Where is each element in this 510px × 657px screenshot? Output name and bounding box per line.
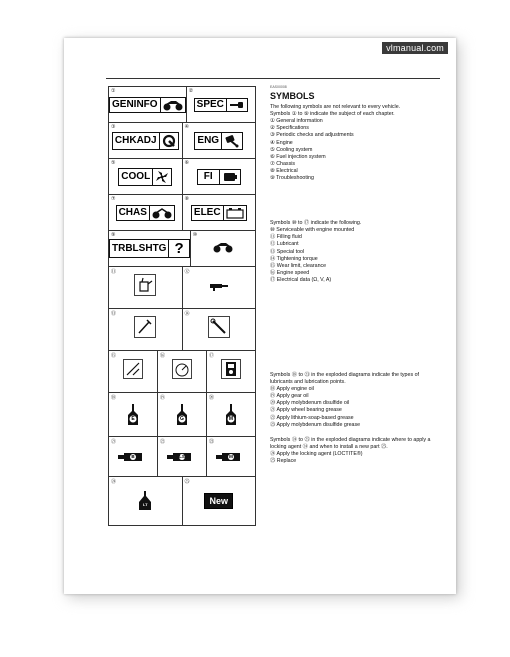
cell-number: ⑪ xyxy=(111,269,117,275)
indicator-block xyxy=(270,220,442,284)
symbol-cell-6 xyxy=(183,159,257,194)
cell-number: ⑯ xyxy=(160,353,166,359)
special-tool-icon xyxy=(134,316,156,343)
symbol-cell-8 xyxy=(183,195,257,230)
grid-row xyxy=(108,308,256,350)
oil-can-icon xyxy=(134,274,156,301)
cell-number: ⑬ xyxy=(111,311,117,317)
grease-letter: LS xyxy=(179,453,185,459)
new-part-label: New xyxy=(204,493,233,509)
symbols-text-column xyxy=(270,84,442,465)
cell-number: ⑮ xyxy=(111,353,117,359)
fan-icon xyxy=(152,169,171,185)
list-item: ⑫ Lubricant xyxy=(270,241,299,248)
grid-row xyxy=(108,230,256,266)
gen-info-badge xyxy=(109,97,186,113)
cool-badge xyxy=(118,168,172,186)
symbol-cell-17 xyxy=(207,351,256,392)
gear-oil-bottle-icon xyxy=(175,403,189,427)
lubricant-paragraph: Symbols ⑱ to ㉓ in the exploded diagrams indicate the types of lubricants and lubrication points. xyxy=(270,371,419,386)
lubricant-block xyxy=(270,372,442,429)
badge-text xyxy=(113,133,159,149)
badge-line: SHTG xyxy=(138,243,167,254)
torque-wrench-icon xyxy=(208,316,230,343)
grease-tube-icon xyxy=(216,452,246,462)
wrench-gauge-icon xyxy=(159,133,178,149)
list-item: ⑰ Electrical data (Ω, V, A) xyxy=(270,276,332,283)
cell-number: ⑳ xyxy=(209,395,215,401)
badge-text: COOL xyxy=(121,171,151,182)
symbol-cell-7 xyxy=(109,195,183,230)
fi-badge xyxy=(197,169,241,185)
badge-line: GEN xyxy=(112,99,134,110)
symbol-cell-10 xyxy=(191,231,256,266)
symbol-cell-11 xyxy=(109,267,183,308)
symbol-cell-1 xyxy=(109,87,187,122)
multimeter-icon xyxy=(221,359,241,384)
symbol-cell-3 xyxy=(109,123,183,158)
moly-oil-bottle-icon xyxy=(224,403,238,427)
badge-text: FI xyxy=(203,171,213,182)
symbol-cell-21 xyxy=(109,437,158,476)
cell-number: ⑨ xyxy=(111,232,116,238)
cell-number: ⑫ xyxy=(184,269,190,275)
injector-icon xyxy=(219,170,240,184)
oil-letter: E xyxy=(131,415,135,422)
list-item: ⑭ Tightening torque xyxy=(270,255,318,262)
piston-icon xyxy=(221,133,242,149)
cell-number: ② xyxy=(188,88,194,94)
list-item: ⑨ Troubleshooting xyxy=(270,175,314,182)
manual-page xyxy=(64,38,456,594)
symbol-cell-25 xyxy=(183,477,257,525)
cell-number: ㉔ xyxy=(111,479,117,485)
cell-number: ⑤ xyxy=(111,160,116,166)
locking-list xyxy=(270,451,442,465)
symbol-cell-24 xyxy=(109,477,183,525)
grid-row xyxy=(108,476,256,526)
list-item: ⑧ Electrical xyxy=(270,167,298,174)
trbl-shtg-badge xyxy=(109,239,190,258)
cell-number: ㉓ xyxy=(209,439,215,445)
cell-number: ㉕ xyxy=(184,479,190,485)
lubricant-list xyxy=(270,386,442,429)
engine-oil-bottle-icon xyxy=(126,403,140,427)
intro-paragraph: The following symbols are not relevant to every vehicle. xyxy=(270,104,401,111)
symbol-cell-9 xyxy=(109,231,191,266)
grid-row xyxy=(108,392,256,436)
cell-number: ⑰ xyxy=(209,353,215,359)
chk-adj-badge xyxy=(112,132,179,150)
locking-block xyxy=(270,437,442,465)
page-curl xyxy=(452,544,456,594)
wear-limit-icon xyxy=(123,359,143,384)
chas-badge xyxy=(116,205,175,221)
cell-number: ① xyxy=(111,88,116,94)
list-item: ⑲ Apply gear oil xyxy=(270,393,309,400)
list-item: ⑯ Engine speed xyxy=(270,269,310,276)
elec-badge xyxy=(191,205,247,221)
symbol-cell-20 xyxy=(207,393,256,436)
list-item: ① General information xyxy=(270,118,323,125)
spec-badge xyxy=(194,98,248,112)
atv-chassis-icon xyxy=(149,206,174,220)
badge-text xyxy=(110,98,160,112)
page-title: SYMBOLS xyxy=(270,91,315,102)
badge-text: SPEC xyxy=(196,99,224,110)
battery-icon xyxy=(223,206,246,220)
symbol-cell-12 xyxy=(183,267,257,308)
locking-agent-icon xyxy=(137,490,153,512)
list-item: ⑪ Filling fluid xyxy=(270,234,302,241)
grid-row xyxy=(108,436,256,476)
atv-icon xyxy=(160,98,185,112)
list-item: ③ Periodic checks and adjustments xyxy=(270,132,354,139)
list-item: ㉓ Apply molybdenum disulfide grease xyxy=(270,421,361,428)
symbol-cell-16 xyxy=(158,351,207,392)
symbol-cell-15 xyxy=(109,351,158,392)
indicator-paragraph: Symbols ⑩ to ⑰ indicate the following. xyxy=(270,220,362,227)
list-item: ㉔ Apply the locking agent (LOCTITE®) xyxy=(270,450,363,457)
oil-letter: G xyxy=(180,415,184,422)
question-mark-icon: ? xyxy=(168,240,188,257)
cell-number: ⑲ xyxy=(160,395,166,401)
grease-letter: B xyxy=(131,453,135,459)
symbol-cell-19 xyxy=(158,393,207,436)
badge-text: ELEC xyxy=(193,207,221,218)
list-item: ㉑ Apply wheel bearing grease xyxy=(270,407,342,414)
cell-number: ㉑ xyxy=(111,439,117,445)
list-item: ⑥ Fuel injection system xyxy=(270,153,326,160)
cell-number: ⑭ xyxy=(184,311,190,317)
list-item: ⑬ Special tool xyxy=(270,248,305,255)
header-rule xyxy=(106,78,440,79)
engine-mounted-icon xyxy=(213,240,233,258)
cell-number: ㉒ xyxy=(160,439,166,445)
list-item: ⑮ Wear limit, clearance xyxy=(270,262,327,269)
symbol-cell-14 xyxy=(183,309,257,350)
badge-text: CHAS xyxy=(118,207,147,218)
eng-badge xyxy=(194,132,243,150)
grid-row xyxy=(108,122,256,158)
cell-number: ③ xyxy=(111,124,116,130)
list-item: ㉒ Apply lithium-soap-based grease xyxy=(270,414,354,421)
lock-letter: LT xyxy=(142,502,148,507)
cell-number: ⑱ xyxy=(111,395,117,401)
cell-number: ⑦ xyxy=(111,196,116,202)
symbol-cell-4 xyxy=(183,123,257,158)
badge-line: TRBL xyxy=(112,243,139,254)
grease-tube-icon xyxy=(118,452,148,462)
list-item: ④ Engine xyxy=(270,139,293,146)
badge-text: ENG xyxy=(197,135,220,146)
grease-letter: M xyxy=(229,453,233,459)
cell-number: ⑧ xyxy=(184,196,189,202)
section-code: EAS00008 xyxy=(270,85,287,89)
badge-line: INFO xyxy=(133,99,158,110)
list-item: ⑦ Chassis xyxy=(270,160,296,167)
cell-number: ⑥ xyxy=(184,160,189,166)
symbol-cell-22 xyxy=(158,437,207,476)
grid-row xyxy=(108,158,256,194)
symbol-cell-2 xyxy=(187,87,256,122)
symbol-cell-18 xyxy=(109,393,158,436)
chapter-list xyxy=(270,118,442,182)
oil-letter: M xyxy=(228,415,234,422)
intro-block xyxy=(270,104,442,182)
list-item: ⑤ Cooling system xyxy=(270,146,313,153)
chapter-symbols-paragraph: Symbols ① to ⑨ indicate the subject of each chapter. xyxy=(270,111,395,118)
grease-tube-icon xyxy=(167,452,197,462)
symbol-cell-13 xyxy=(109,309,183,350)
site-watermark: vlmanual.com xyxy=(382,42,448,54)
cell-number: ⑩ xyxy=(192,232,198,238)
grid-row xyxy=(108,86,256,122)
grid-row xyxy=(108,194,256,230)
badge-text xyxy=(110,240,168,257)
grease-gun-icon xyxy=(208,279,230,297)
badge-line: CHK xyxy=(114,135,137,146)
indicator-list xyxy=(270,227,442,284)
list-item: ⑩ Serviceable with engine mounted xyxy=(270,227,355,234)
list-item: ② Specifications xyxy=(270,125,309,132)
symbol-cell-23 xyxy=(207,437,256,476)
grid-row xyxy=(108,350,256,392)
cell-number: ④ xyxy=(184,124,189,130)
list-item: ⑳ Apply molybdenum disulfide oil xyxy=(270,400,350,407)
locking-paragraph: Symbols ㉔ to ㉕ in the exploded diagrams indicate where to apply a locking agent ㉔ and when to install a new part ㉕. xyxy=(270,436,431,450)
caliper-icon xyxy=(226,99,247,111)
list-item: ⑱ Apply engine oil xyxy=(270,386,314,393)
symbol-cell-5 xyxy=(109,159,183,194)
grid-row xyxy=(108,266,256,308)
tachometer-icon xyxy=(172,359,192,384)
symbol-grid xyxy=(108,86,256,526)
list-item: ㉕ Replace xyxy=(270,458,297,464)
badge-line: ADJ xyxy=(136,135,157,146)
